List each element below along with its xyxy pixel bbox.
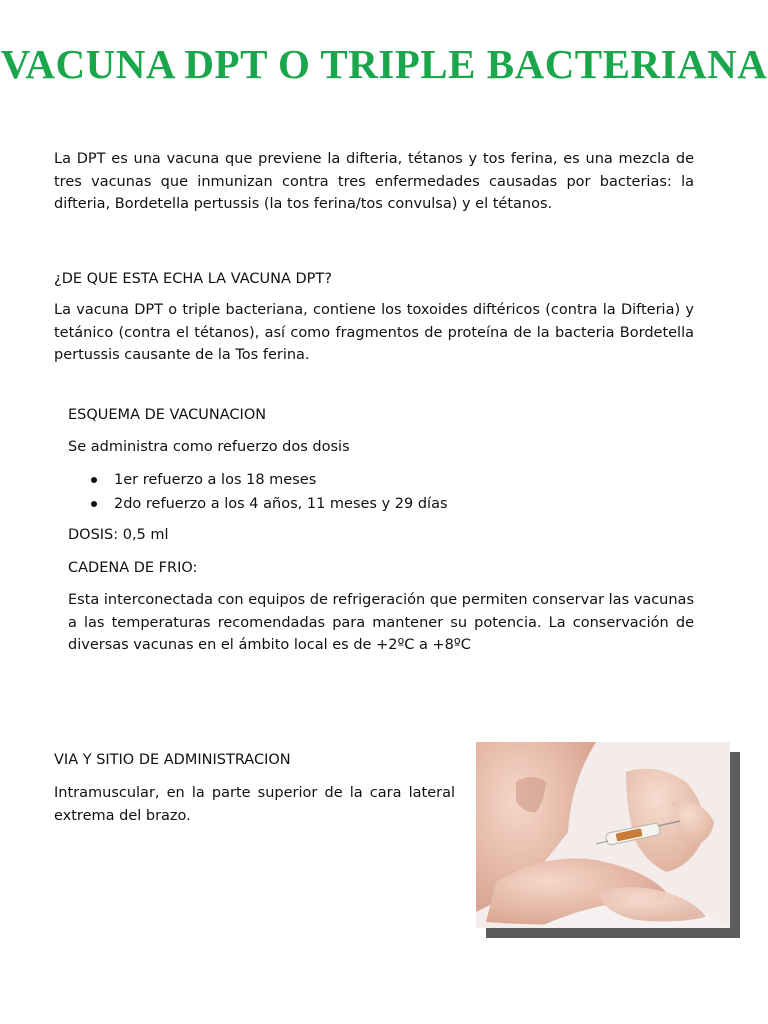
title-container xyxy=(0,38,768,100)
intro-paragraph: La DPT es una vacuna que previene la difteria, tétanos y tos ferina, es una mezcla de tres vacunas que inmunizan contra tres enfermedades causadas por bacterias: la difteria, Bordetella pertussis (la tos ferina/tos convulsa) y el tétanos. xyxy=(54,151,694,212)
dose-line: DOSIS: 0,5 ml xyxy=(68,527,169,543)
composition-paragraph: La vacuna DPT o triple bacteriana, contiene los toxoides diftéricos (contra la Difteria) y tetánico (contra el tétanos), así como fragmentos de proteína de la bacteria Bordetella pertussis causante de la Tos ferina. xyxy=(54,302,694,363)
section-heading-composition: ¿DE QUE ESTA ECHA LA VACUNA DPT? xyxy=(54,271,332,287)
schedule-list xyxy=(88,468,448,516)
bullet-icon xyxy=(91,501,97,507)
vaccination-photo-frame xyxy=(476,742,732,930)
section-heading-route: VIA Y SITIO DE ADMINISTRACION xyxy=(54,752,291,768)
list-item xyxy=(88,468,448,492)
route-paragraph: Intramuscular, en la parte superior de la cara lateral extrema del brazo. xyxy=(54,785,455,824)
schedule-item-text: 1er refuerzo a los 18 meses xyxy=(114,472,317,488)
section-heading-schedule: ESQUEMA DE VACUNACION xyxy=(68,407,267,423)
cold-chain-paragraph: Esta interconectada con equipos de refrigeración que permiten conservar las vacunas a las temperaturas recomendadas para mantener su potencia. La conservación de diversas vacunas en el ámbito local es de +2ºC a +8ºC xyxy=(68,592,694,653)
schedule-item-text: 2do refuerzo a los 4 años, 11 meses y 29 días xyxy=(114,496,448,512)
baby-vaccination-illustration xyxy=(476,742,730,928)
schedule-intro: Se administra como refuerzo dos dosis xyxy=(68,439,350,455)
vaccination-photo xyxy=(476,742,730,928)
section-heading-cold-chain: CADENA DE FRIO: xyxy=(68,560,198,576)
bullet-icon xyxy=(91,477,97,483)
page-title: VACUNA DPT O TRIPLE BACTERIANA xyxy=(0,41,768,87)
list-item xyxy=(88,492,448,516)
